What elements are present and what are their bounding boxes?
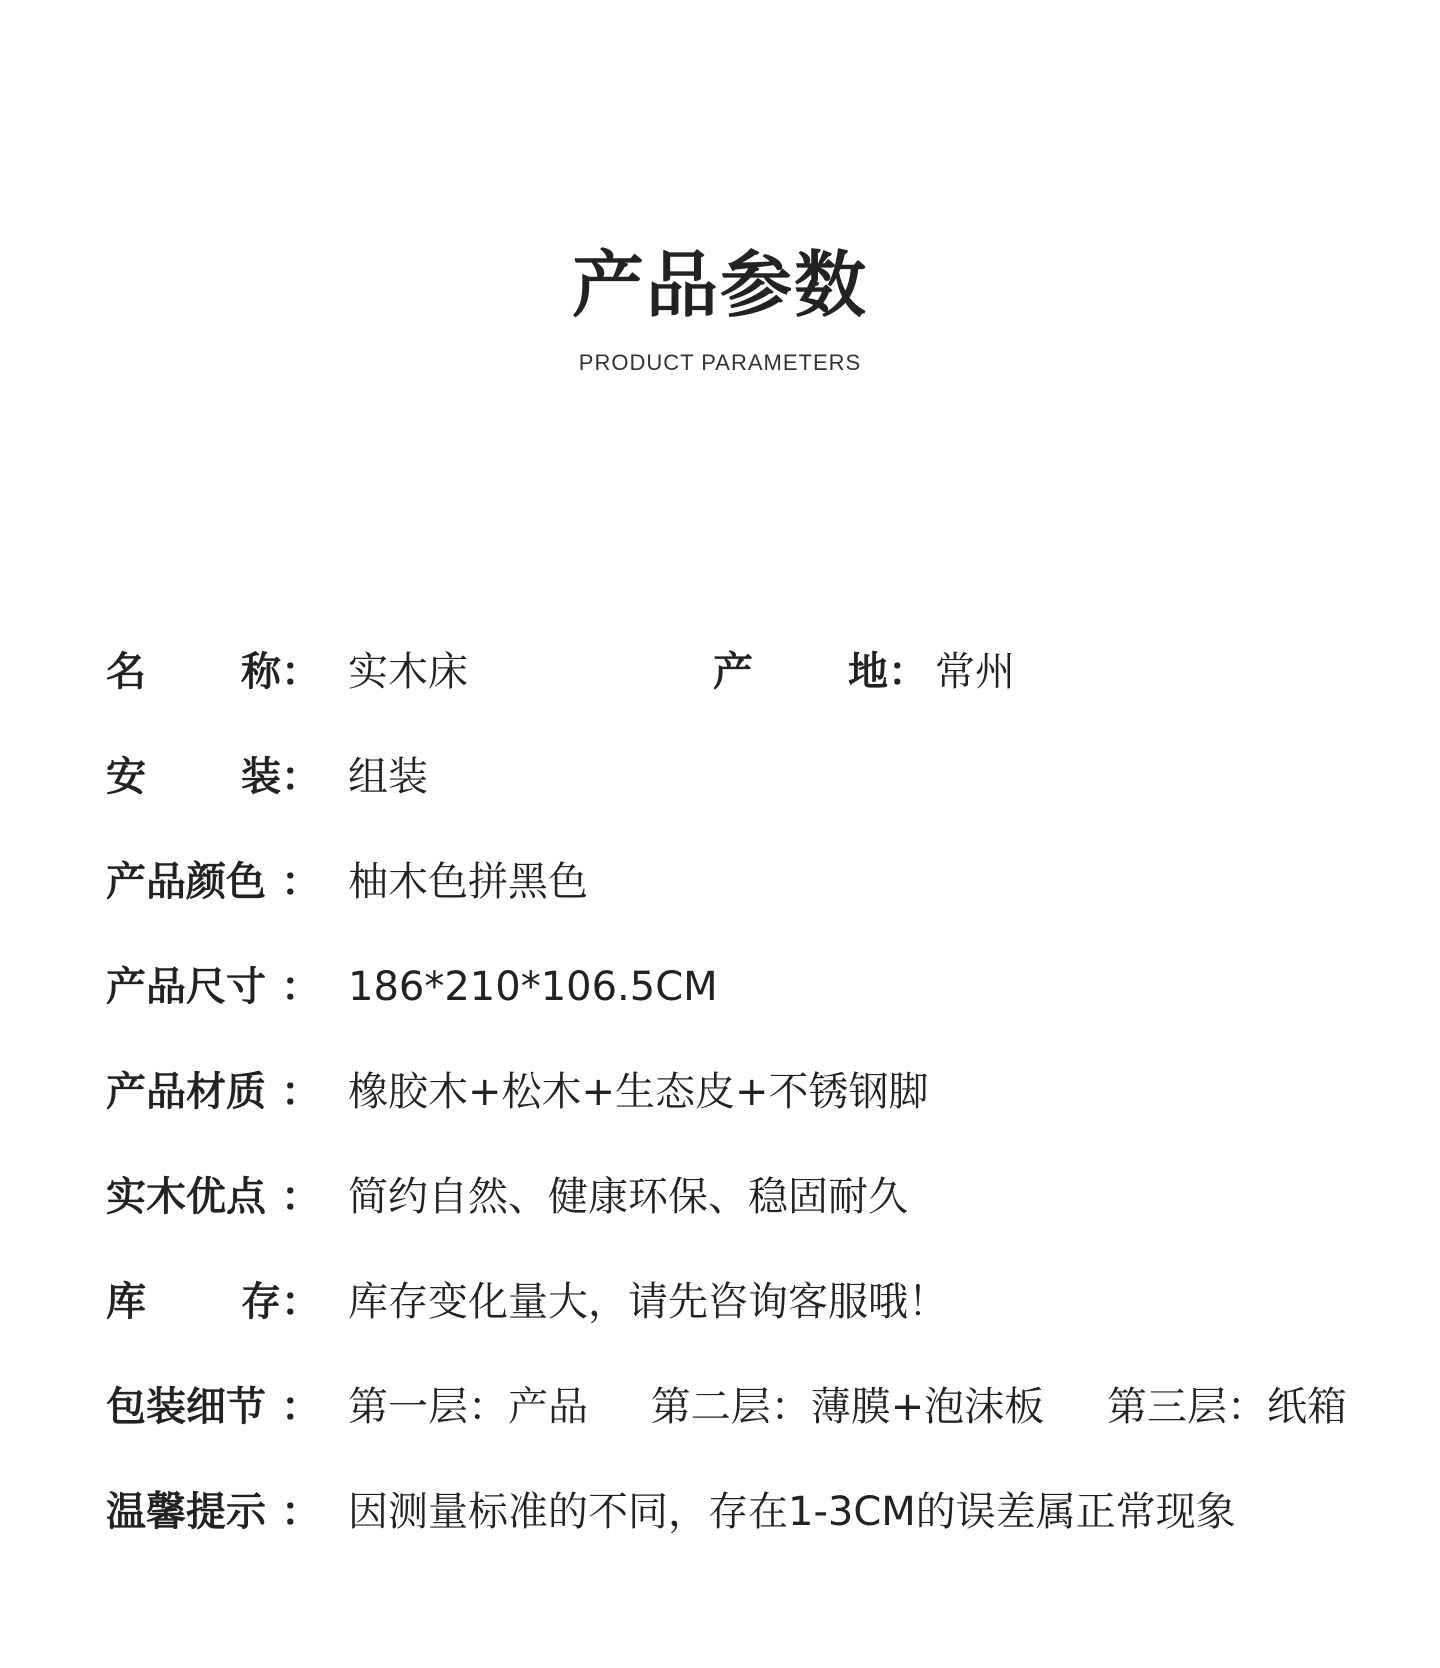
param-value-packaging (348, 1377, 1347, 1437)
param-label-text: 包装细节 (106, 1384, 266, 1430)
param-label-colon: ： (281, 1489, 321, 1535)
packaging-layer-2: 第二层：薄膜+泡沫板 (650, 1384, 1045, 1430)
param-row-tip (0, 1482, 1440, 1542)
param-row-material (0, 1062, 1440, 1122)
param-value-material: 橡胶木+松木+生态皮+不锈钢脚 (348, 1069, 929, 1115)
param-label-colon: ： (281, 649, 321, 695)
param-row-advantage (0, 1167, 1440, 1227)
param-row-stock (0, 1272, 1440, 1332)
param-label-colon: ： (281, 1069, 321, 1115)
param-value-color: 柚木色拼黑色 (348, 859, 588, 905)
param-label-size (106, 957, 321, 1017)
param-label-colon: ： (888, 649, 928, 695)
param-label-colon: ： (281, 859, 321, 905)
param-value-advantage: 简约自然、健康环保、稳固耐久 (348, 1174, 908, 1220)
param-label-stock (106, 1272, 321, 1332)
param-row-name (0, 642, 1440, 702)
param-label-char: 产 (713, 649, 753, 695)
param-label-colon: ： (281, 964, 321, 1010)
param-label-material (106, 1062, 321, 1122)
param-row-size (0, 957, 1440, 1017)
packaging-layer-3: 第三层：纸箱 (1106, 1384, 1347, 1430)
packaging-layer-1: 第一层：产品 (348, 1384, 588, 1430)
param-label-origin (713, 642, 928, 702)
param-label-char: 安 (106, 754, 146, 800)
param-row-color (0, 852, 1440, 912)
param-label-text: 温馨提示 (106, 1489, 266, 1535)
param-label-text: 产品材质 (106, 1069, 266, 1115)
param-value-tip: 因测量标准的不同，存在1-3CM的误差属正常现象 (348, 1489, 1236, 1535)
param-label-colon: ： (281, 1384, 321, 1430)
param-label-color (106, 852, 321, 912)
page-subtitle: PRODUCT PARAMETERS (578, 350, 862, 375)
param-label-install (106, 747, 321, 807)
param-label-char: 库 (106, 1279, 146, 1325)
param-label-char: 称 (241, 649, 281, 695)
param-label-name (106, 642, 321, 702)
param-label-text: 实木优点 (106, 1174, 266, 1220)
param-row-packaging (0, 1377, 1440, 1437)
param-label-colon: ： (281, 1279, 321, 1325)
param-value-name: 实木床 (348, 649, 468, 695)
param-label-text: 产品颜色 (106, 859, 266, 905)
param-label-char: 装 (241, 754, 281, 800)
param-label-advantage (106, 1167, 321, 1227)
param-value-install: 组装 (348, 754, 428, 800)
param-label-char: 名 (106, 649, 146, 695)
page-title: 产品参数 (571, 243, 868, 327)
param-label-colon: ： (281, 754, 321, 800)
param-label-char: 地 (848, 649, 888, 695)
param-value-size: 186*210*106.5CM (348, 964, 718, 1010)
param-row-install (0, 747, 1440, 807)
param-value-stock: 库存变化量大，请先咨询客服哦！ (348, 1279, 948, 1325)
param-label-text: 产品尺寸 (106, 964, 266, 1010)
param-label-tip (106, 1482, 321, 1542)
param-value-origin: 常州 (935, 649, 1015, 695)
param-label-packaging (106, 1377, 321, 1437)
param-label-colon: ： (281, 1174, 321, 1220)
param-label-char: 存 (241, 1279, 281, 1325)
